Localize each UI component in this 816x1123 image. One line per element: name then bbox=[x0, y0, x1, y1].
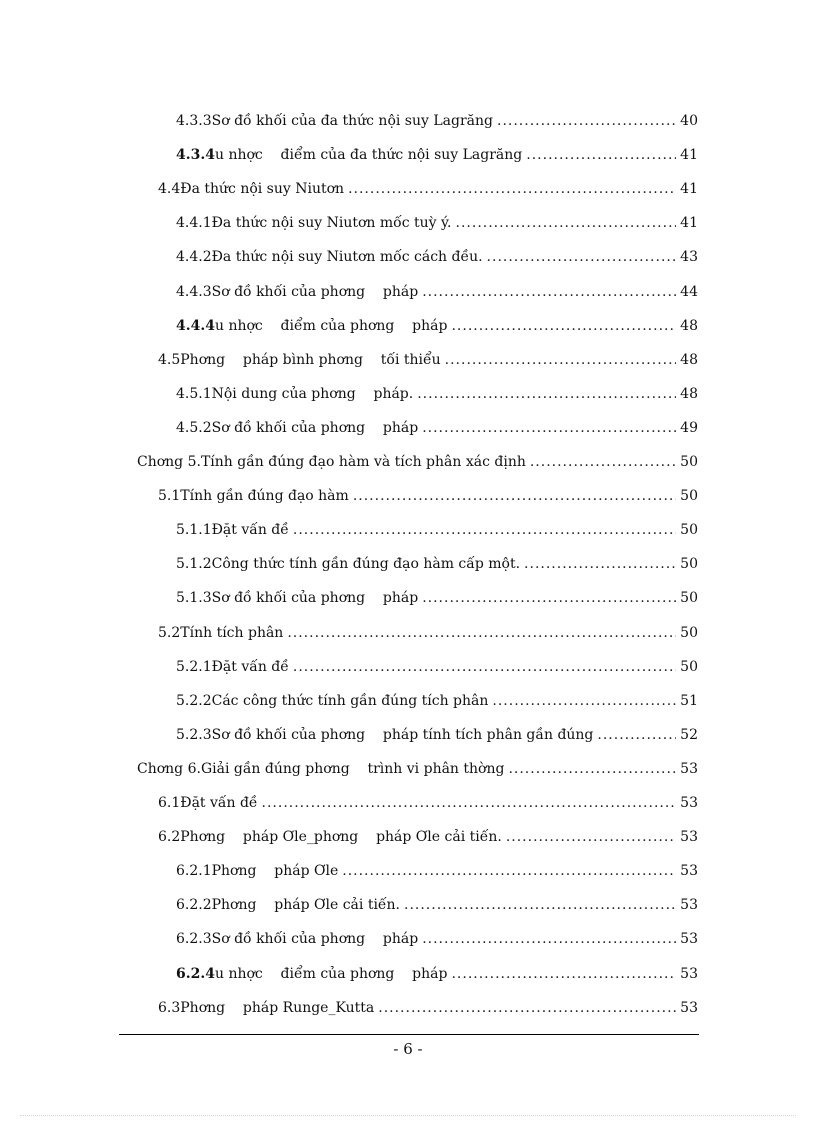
toc-entry-page: 44 bbox=[680, 283, 698, 300]
toc-leader-dots bbox=[506, 826, 676, 848]
toc-leader-dots bbox=[456, 212, 677, 234]
toc-entry[interactable] bbox=[176, 860, 698, 882]
toc-entry-number: 6.2.1 bbox=[176, 863, 212, 880]
toc-entry-page: 50 bbox=[680, 590, 698, 607]
toc-entry-number: 4.4.4 bbox=[176, 317, 215, 334]
toc-entry-number: 4.3.4 bbox=[176, 147, 215, 164]
footer-divider bbox=[119, 1034, 699, 1035]
toc-entry-number: 4.4.2 bbox=[176, 249, 212, 266]
toc-entry[interactable] bbox=[176, 553, 698, 575]
toc-entry-number: 6.2.3 bbox=[176, 931, 212, 948]
toc-entry-title: Sơ đồ khối của phơng pháp bbox=[211, 283, 419, 300]
toc-leader-dots bbox=[422, 281, 676, 303]
toc-entry[interactable] bbox=[137, 758, 698, 780]
toc-entry-number: Chơng 5. bbox=[137, 454, 201, 470]
toc-entry-number: 4.5.1 bbox=[176, 385, 212, 402]
toc-entry[interactable] bbox=[158, 997, 698, 1019]
toc-entry-number: 6.2 bbox=[158, 829, 181, 846]
toc-entry-title: Sơ đồ khối của đa thức nội suy Lagrăng bbox=[211, 113, 493, 129]
toc-entry[interactable] bbox=[176, 690, 698, 712]
toc-entry-page: 50 bbox=[680, 522, 698, 539]
toc-entry-page: 41 bbox=[680, 147, 698, 164]
toc-entry[interactable] bbox=[158, 826, 698, 848]
toc-entry[interactable] bbox=[176, 246, 698, 268]
toc-entry-number: 4.4.1 bbox=[176, 215, 212, 232]
toc-entry-number: 5.2.1 bbox=[176, 658, 212, 675]
toc-entry-title: Đặt vấn đề bbox=[211, 658, 289, 675]
toc-entry-number: 6.3 bbox=[158, 999, 181, 1016]
toc-entry[interactable] bbox=[176, 587, 698, 609]
toc-entry-title: u nhợc điểm của đa thức nội suy Lagrăng bbox=[214, 147, 523, 164]
toc-entry-title: Phơng pháp Runge_Kutta bbox=[180, 999, 375, 1016]
toc-entry-title: Tính gần đúng đạo hàm và tích phân xác định bbox=[200, 454, 526, 470]
toc-leader-dots bbox=[262, 792, 677, 814]
toc-entry-title: Sơ đồ khối của phơng pháp bbox=[211, 931, 419, 948]
toc-entry-title: Phơng pháp bình phơng tối thiểu bbox=[180, 351, 441, 368]
toc-entry-page: 53 bbox=[680, 897, 698, 914]
toc-entry-number: 5.1.2 bbox=[176, 556, 212, 573]
toc-entry-title: Phơng pháp Ơle_phơng pháp Ơle cải tiến. bbox=[180, 829, 502, 846]
toc-entry-page: 53 bbox=[680, 829, 698, 846]
toc-entry[interactable] bbox=[158, 622, 698, 644]
toc-entry[interactable] bbox=[176, 110, 698, 132]
toc-leader-dots bbox=[497, 110, 676, 132]
toc-entry-page: 50 bbox=[680, 624, 698, 641]
toc-entry[interactable] bbox=[176, 315, 698, 337]
toc-entry-page: 51 bbox=[680, 692, 698, 709]
toc-entry-title: Sơ đồ khối của phơng pháp tính tích phân gần đúng bbox=[211, 726, 594, 743]
toc-entry-page: 53 bbox=[680, 863, 698, 880]
toc-leader-dots bbox=[404, 894, 676, 916]
toc-entry-page: 53 bbox=[680, 999, 698, 1016]
toc-entry[interactable] bbox=[176, 519, 698, 541]
toc-entry-page: 53 bbox=[680, 931, 698, 948]
toc-entry[interactable] bbox=[176, 724, 698, 746]
toc-entry-number: 5.1.3 bbox=[176, 590, 212, 607]
toc-entry-title: Đa thức nội suy Niutơn mốc cách đều. bbox=[211, 249, 483, 266]
toc-leader-dots bbox=[451, 963, 676, 985]
toc-entry-number: 5.2 bbox=[158, 624, 181, 641]
toc-leader-dots bbox=[417, 383, 676, 405]
toc-leader-dots bbox=[492, 690, 676, 712]
toc-leader-dots bbox=[526, 144, 676, 166]
toc-entry-title: Đặt vấn đề bbox=[180, 795, 258, 811]
toc-entry-page: 52 bbox=[680, 726, 698, 743]
toc-entry-number: 6.1 bbox=[158, 795, 181, 811]
toc-entry[interactable] bbox=[158, 485, 698, 507]
toc-entry-number: Chơng 6. bbox=[137, 760, 201, 777]
toc-entry-page: 41 bbox=[680, 181, 698, 198]
toc-entry[interactable] bbox=[158, 178, 698, 200]
toc-leader-dots bbox=[530, 451, 676, 473]
toc-entry-number: 4.5 bbox=[158, 351, 181, 368]
toc-entry-page: 40 bbox=[680, 113, 698, 129]
toc-entry-number: 5.1 bbox=[158, 488, 181, 505]
toc-entry-page: 48 bbox=[680, 351, 698, 368]
page-edge-dots bbox=[20, 1115, 796, 1116]
toc-entry-title: Các công thức tính gần đúng tích phân bbox=[211, 692, 489, 709]
toc-entry[interactable] bbox=[176, 144, 698, 166]
toc-leader-dots bbox=[422, 587, 676, 609]
toc-entry[interactable] bbox=[176, 383, 698, 405]
toc-entry-title: u nhợc điểm của phơng pháp bbox=[214, 965, 448, 982]
toc-entry-page: 49 bbox=[680, 419, 698, 436]
toc-entry-title: Phơng pháp Ơle bbox=[211, 863, 339, 880]
toc-leader-dots bbox=[451, 315, 676, 337]
toc-entry-title: Sơ đồ khối của phơng pháp bbox=[211, 419, 419, 436]
toc-entry-title: Đa thức nội suy Niutơn mốc tuỳ ý. bbox=[211, 215, 452, 232]
toc-entry[interactable] bbox=[176, 417, 698, 439]
toc-leader-dots bbox=[287, 622, 676, 644]
toc-leader-dots bbox=[597, 724, 676, 746]
toc-entry-number: 4.4 bbox=[158, 181, 181, 198]
toc-entry-title: Phơng pháp Ơle cải tiến. bbox=[211, 897, 400, 914]
toc-leader-dots bbox=[487, 246, 677, 268]
toc-entry-title: Tính tích phân bbox=[180, 624, 284, 641]
toc-entry-number: 5.1.1 bbox=[176, 522, 212, 539]
toc-leader-dots bbox=[378, 997, 676, 1019]
toc-entry-title: Giải gần đúng phơng trình vi phân thờng bbox=[200, 760, 505, 777]
toc-entry-page: 48 bbox=[680, 317, 698, 334]
toc-leader-dots bbox=[293, 656, 676, 678]
toc-entry-page: 53 bbox=[680, 965, 698, 982]
toc-entry[interactable] bbox=[176, 963, 698, 985]
toc-leader-dots bbox=[508, 758, 676, 780]
toc-leader-dots bbox=[353, 485, 676, 507]
toc-entry-page: 41 bbox=[680, 215, 698, 232]
toc-entry-title: Tính gần đúng đạo hàm bbox=[180, 488, 349, 505]
toc-entry[interactable] bbox=[176, 656, 698, 678]
toc-entry-page: 50 bbox=[680, 488, 698, 505]
toc-leader-dots bbox=[342, 860, 676, 882]
toc-entry-title: Công thức tính gần đúng đạo hàm cấp một. bbox=[211, 556, 521, 573]
toc-entry-page: 50 bbox=[680, 556, 698, 573]
toc-entry-number: 4.5.2 bbox=[176, 419, 212, 436]
toc-entry[interactable] bbox=[137, 451, 698, 473]
toc-leader-dots bbox=[524, 553, 676, 575]
page-number: - 6 - bbox=[393, 1040, 423, 1058]
toc-entry-number: 5.2.2 bbox=[176, 692, 212, 709]
toc-entry[interactable] bbox=[176, 281, 698, 303]
toc-entry-page: 50 bbox=[680, 454, 698, 470]
toc-leader-dots bbox=[348, 178, 676, 200]
toc-entry[interactable] bbox=[176, 894, 698, 916]
toc-leader-dots bbox=[293, 519, 676, 541]
toc-entry-title: Nội dung của phơng pháp. bbox=[211, 385, 414, 402]
toc-entry-number: 5.2.3 bbox=[176, 726, 212, 743]
toc-entry-title: Sơ đồ khối của phơng pháp bbox=[211, 590, 419, 607]
toc-entry-number: 6.2.4 bbox=[176, 965, 215, 982]
toc-entry-page: 43 bbox=[680, 249, 698, 266]
toc-entry-number: 4.3.3 bbox=[176, 113, 212, 129]
toc-entry-page: 53 bbox=[680, 795, 698, 811]
toc-entry-page: 53 bbox=[680, 760, 698, 777]
toc-entry-number: 6.2.2 bbox=[176, 897, 212, 914]
toc-entry[interactable] bbox=[158, 792, 698, 814]
toc-entry-page: 50 bbox=[680, 658, 698, 675]
toc-entry[interactable] bbox=[176, 928, 698, 950]
toc-entry-page: 48 bbox=[680, 385, 698, 402]
toc-entry-title: Đặt vấn đề bbox=[211, 522, 289, 539]
toc-leader-dots bbox=[445, 349, 677, 371]
toc-leader-dots bbox=[422, 928, 676, 950]
toc-entry-number: 4.4.3 bbox=[176, 283, 212, 300]
toc-entry[interactable] bbox=[176, 212, 698, 234]
toc-leader-dots bbox=[422, 417, 676, 439]
toc-entry-title: u nhợc điểm của phơng pháp bbox=[214, 317, 448, 334]
toc-entry-title: Đa thức nội suy Niutơn bbox=[180, 181, 345, 198]
toc-entry[interactable] bbox=[158, 349, 698, 371]
